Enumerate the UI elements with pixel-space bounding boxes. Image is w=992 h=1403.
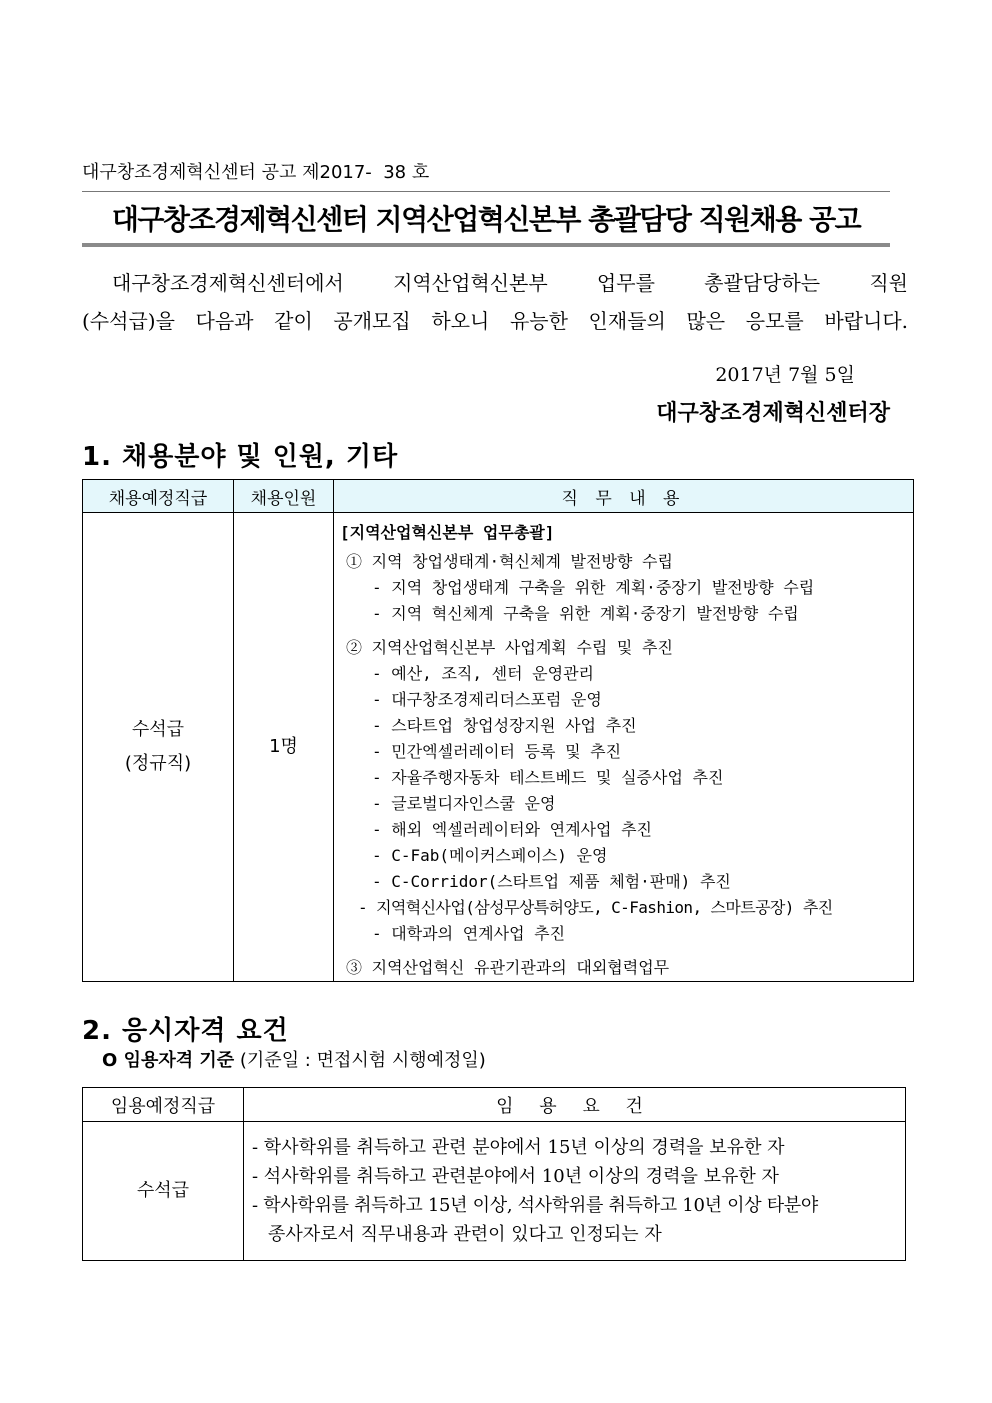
document-title: 대구창조경제혁신센터 지역산업혁신본부 총괄담당 직원채용 공고	[111, 203, 861, 236]
recruitment-table	[82, 479, 914, 982]
col-header-requirements: 임 용 요 건	[244, 1088, 906, 1122]
duty-2-sub: - 대구창조경제리더스포럼 운영	[372, 690, 602, 709]
duty-2-sub: - 예산, 조직, 센터 운영관리	[372, 664, 594, 683]
section-1-heading: 1. 채용분야 및 인원, 기타	[82, 442, 399, 472]
requirement-item: - 석사학위를 취득하고 관련분야에서 10년 이상의 경력을 보유한 자	[252, 1166, 779, 1187]
duty-2-sub: - 민간엑셀러레이터 등록 및 추진	[372, 742, 622, 761]
duty-1-sub: - 지역 혁신체계 구축을 위한 계획·중장기 발전방향 수립	[372, 604, 799, 623]
criteria-label: O 임용자격 기준	[102, 1050, 235, 1071]
notice-number: 대구창조경제혁신센터 공고 제2017- 38 호	[82, 162, 430, 183]
intro-line-2: (수석급)을 다음과 같이 공개모집 하오니 유능한 인재들의 많은 응모를 바랍니다.	[82, 309, 908, 333]
grade-line-2: (정규직)	[124, 753, 192, 774]
duty-2-sub: - 글로벌디자인스쿨 운영	[372, 794, 556, 813]
qualification-table-header	[83, 1088, 906, 1122]
grade-line-1: 수석급	[131, 719, 185, 740]
recruitment-table-row	[83, 513, 914, 982]
duty-2-sub: - 스타트업 창업성장지원 사업 추진	[372, 716, 637, 735]
grade-cell	[83, 513, 234, 982]
title-bottom-rule	[82, 243, 890, 247]
announcement-date: 2017년 7월 5일	[715, 364, 855, 386]
col-header-grade: 채용예정직급	[83, 480, 234, 513]
duty-1-sub: - 지역 창업생태계 구축을 위한 계획·중장기 발전방향 수립	[372, 578, 815, 597]
duties-cell	[334, 513, 914, 982]
col-header-headcount: 채용인원	[234, 480, 334, 513]
duty-item-3: ③ 지역산업혁신 유관기관과의 대외협력업무	[346, 958, 670, 977]
duty-2-sub: - 지역혁신사업(삼성무상특허양도, C-Fashion, 스마트공장) 추진	[358, 898, 833, 917]
duty-2-sub: - C-Fab(메이커스페이스) 운영	[372, 846, 608, 865]
criteria-note: (기준일 : 면접시험 시행예정일)	[234, 1050, 486, 1071]
col-header-duties: 직 무 내 용	[334, 480, 914, 513]
requirement-item-continuation: 종사자로서 직무내용과 관련이 있다고 인정되는 자	[268, 1224, 662, 1245]
appointment-grade-cell: 수석급	[83, 1122, 244, 1261]
section-2-heading: 2. 응시자격 요건	[82, 1016, 289, 1046]
intro-line-1: 대구창조경제혁신센터에서 지역산업혁신본부 업무를 총괄담당하는 직원	[112, 271, 908, 295]
duties-heading: [지역산업혁신본부 업무총괄]	[340, 523, 555, 542]
duty-item-2: ② 지역산업혁신본부 사업계획 수립 및 추진	[346, 638, 673, 657]
qualification-table	[82, 1087, 906, 1261]
criteria-line	[102, 1046, 486, 1072]
col-header-appointment-grade: 임용예정직급	[83, 1088, 244, 1122]
duty-2-sub: - 대학과의 연계사업 추진	[372, 924, 566, 943]
duty-item-1: ① 지역 창업생태계·혁신체계 발전방향 수립	[346, 552, 673, 571]
headcount-cell: 1명	[234, 513, 334, 982]
issuer-name: 대구창조경제혁신센터장	[656, 400, 890, 426]
intro-paragraph	[82, 264, 908, 340]
qualification-table-row	[83, 1122, 906, 1261]
requirement-item: - 학사학위를 취득하고 관련 분야에서 15년 이상의 경력을 보유한 자	[252, 1137, 785, 1158]
title-top-rule	[82, 191, 890, 192]
duty-2-sub: - C-Corridor(스타트업 제품 체험·판매) 추진	[372, 872, 731, 891]
requirement-item: - 학사학위를 취득하고 15년 이상, 석사학위를 취득하고 10년 이상 타분야	[252, 1195, 818, 1216]
recruitment-table-header	[83, 480, 914, 513]
duty-2-sub: - 자율주행자동차 테스트베드 및 실증사업 추진	[372, 768, 724, 787]
duty-2-sub: - 해외 엑셀러레이터와 연계사업 추진	[372, 820, 653, 839]
requirements-cell	[244, 1122, 906, 1261]
